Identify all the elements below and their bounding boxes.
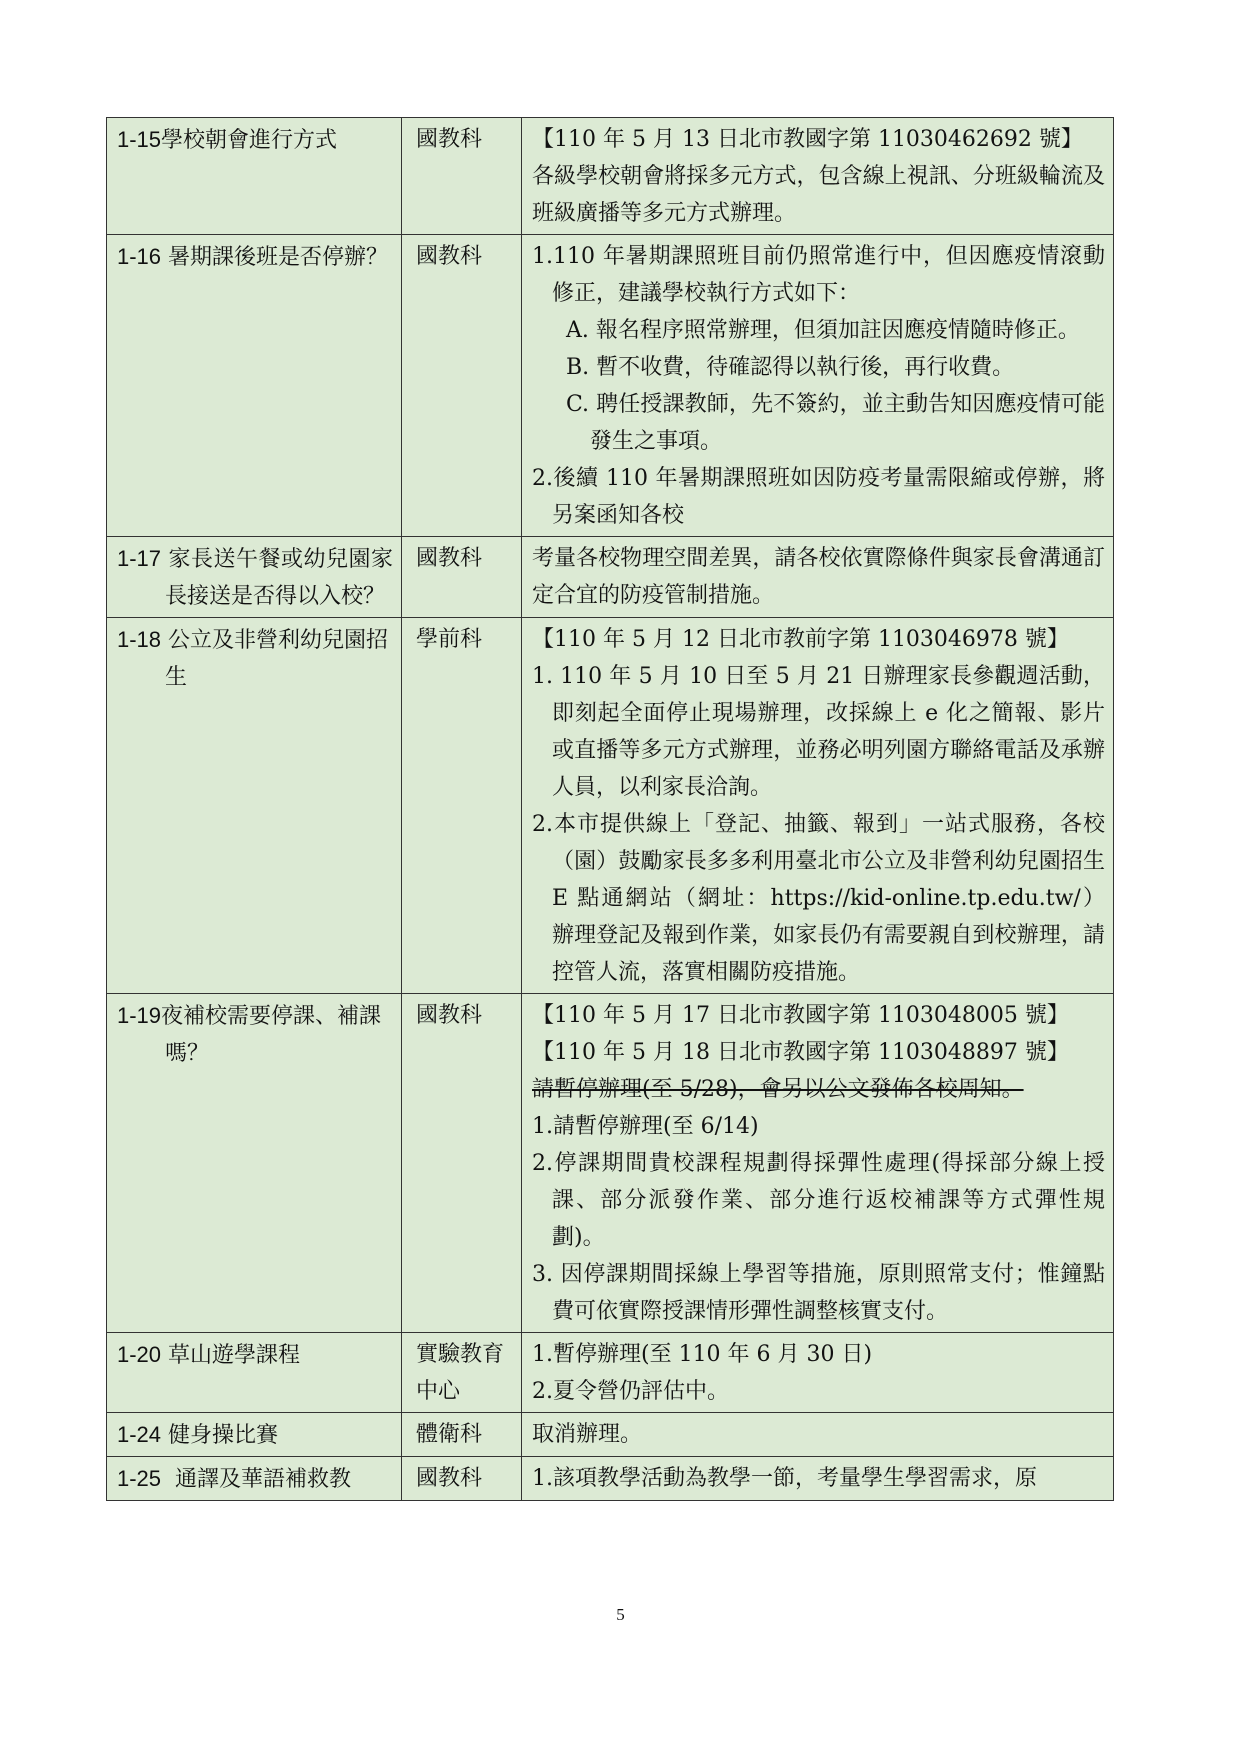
dept-cell: 實驗教育中心	[402, 1333, 522, 1413]
topic-cell	[107, 994, 402, 1333]
topic-cell	[107, 537, 402, 618]
policy-table	[106, 117, 1114, 1501]
table-row	[107, 994, 1114, 1333]
content-cell	[522, 1457, 1114, 1501]
content-line: 1.請暫停辦理(至 6/14)	[532, 1114, 759, 1139]
item-topic: 夜補校需要停課、補課嗎？	[161, 1004, 382, 1066]
content-line: C. 聘任授課教師，先不簽約，並主動告知因應疫情可能發生之事項。	[566, 392, 1105, 454]
topic-cell	[107, 1457, 402, 1501]
item-topic: 通譯及華語補救教	[175, 1467, 352, 1492]
content-cell	[522, 235, 1114, 537]
content-line: 【110 年 5 月 18 日北市教國字第 1103048897 號】	[532, 1040, 1069, 1065]
content-line: B. 暫不收費，待確認得以執行後，再行收費。	[566, 355, 1015, 380]
content-line: 2.停課期間貴校課程規劃得採彈性處理(得採部分線上授課、部分派發作業、部分進行返校補課等方式彈性規劃)。	[532, 1151, 1105, 1250]
content-line: 1.110 年暑期課照班目前仍照常進行中，但因應疫情滾動修正，建議學校執行方式如下：	[532, 244, 1105, 306]
table-row	[107, 118, 1114, 235]
topic-cell	[107, 1413, 402, 1457]
table-row	[107, 537, 1114, 618]
content-line: 【110 年 5 月 13 日北市教國字第 11030462692 號】	[532, 127, 1083, 152]
item-topic: 學校朝會進行方式	[161, 128, 338, 153]
table-row	[107, 1457, 1114, 1501]
item-id: 1-17	[117, 546, 162, 571]
item-id: 1-16	[117, 244, 162, 269]
item-id: 1-15	[117, 127, 162, 152]
topic-cell	[107, 1333, 402, 1413]
item-id: 1-24	[117, 1422, 162, 1447]
content-line: 3. 因停課期間採線上學習等措施，原則照常支付；惟鐘點費可依實際授課情形彈性調整核實支付。	[532, 1262, 1105, 1324]
content-line: 取消辦理。	[532, 1422, 643, 1447]
page-number: 5	[616, 1605, 625, 1624]
table-row	[107, 618, 1114, 994]
dept-cell: 學前科	[402, 618, 522, 994]
item-topic: 健身操比賽	[168, 1423, 279, 1448]
content-cell	[522, 618, 1114, 994]
content-cell	[522, 537, 1114, 618]
dept-cell: 國教科	[402, 235, 522, 537]
content-line: 1.暫停辦理(至 110 年 6 月 30 日)	[532, 1342, 873, 1367]
topic-cell	[107, 118, 402, 235]
content-line: 考量各校物理空間差異，請各校依實際條件與家長會溝通訂定合宜的防疫管制措施。	[532, 546, 1105, 608]
struck-content-line: 請暫停辦理(至 5/28)，會另以公文發佈各校周知。	[532, 1077, 1024, 1102]
content-line: 各級學校朝會將採多元方式，包含線上視訊、分班級輪流及班級廣播等多元方式辦理。	[532, 164, 1105, 226]
topic-cell	[107, 235, 402, 537]
content-line: 2.夏令營仍評估中。	[532, 1379, 729, 1404]
item-id: 1-19	[117, 1003, 162, 1028]
content-cell	[522, 118, 1114, 235]
content-line: 1. 110 年 5 月 10 日至 5 月 21 日辦理家長參觀週活動，即刻起全面停止現場辦理，改採線上 e 化之簡報、影片或直播等多元方式辦理，並務必明列園方聯絡電話及承辦人員，以利家長洽詢。	[532, 664, 1105, 800]
content-line: 【110 年 5 月 17 日北市教國字第 1103048005 號】	[532, 1003, 1069, 1028]
item-topic: 公立及非營利幼兒園招生	[165, 628, 389, 690]
item-id: 1-25	[117, 1466, 162, 1491]
item-topic: 暑期課後班是否停辦？	[168, 245, 389, 270]
item-topic: 家長送午餐或幼兒園家長接送是否得以入校？	[165, 547, 393, 609]
content-line: 2.本市提供線上「登記、抽籤、報到」一站式服務，各校（園）鼓勵家長多多利用臺北市公立及非營利幼兒園招生 E 點通網站（網址：https://kid-online.tp.edu.tw/）辦理登記及報到作業，如家長仍有需要親自到校辦理，請控管人流，落實相關防疫措施。	[532, 812, 1105, 985]
table-row	[107, 1333, 1114, 1413]
content-cell	[522, 1333, 1114, 1413]
content-line: A. 報名程序照常辦理，但須加註因應疫情隨時修正。	[566, 318, 1080, 343]
dept-cell: 國教科	[402, 1457, 522, 1501]
item-topic: 草山遊學課程	[168, 1343, 301, 1368]
content-cell	[522, 1413, 1114, 1457]
topic-cell	[107, 618, 402, 994]
table-row	[107, 235, 1114, 537]
content-line: 2.後續 110 年暑期課照班如因防疫考量需限縮或停辦，將另案函知各校	[532, 466, 1105, 528]
item-id: 1-20	[117, 1342, 162, 1367]
item-id: 1-18	[117, 627, 162, 652]
content-line: 【110 年 5 月 12 日北市教前字第 1103046978 號】	[532, 627, 1069, 652]
dept-cell: 國教科	[402, 118, 522, 235]
dept-cell: 國教科	[402, 537, 522, 618]
content-line: 1.該項教學活動為教學一節，考量學生學習需求，原	[532, 1466, 1037, 1491]
dept-cell: 體衛科	[402, 1413, 522, 1457]
table-row	[107, 1413, 1114, 1457]
content-cell	[522, 994, 1114, 1333]
dept-cell: 國教科	[402, 994, 522, 1333]
